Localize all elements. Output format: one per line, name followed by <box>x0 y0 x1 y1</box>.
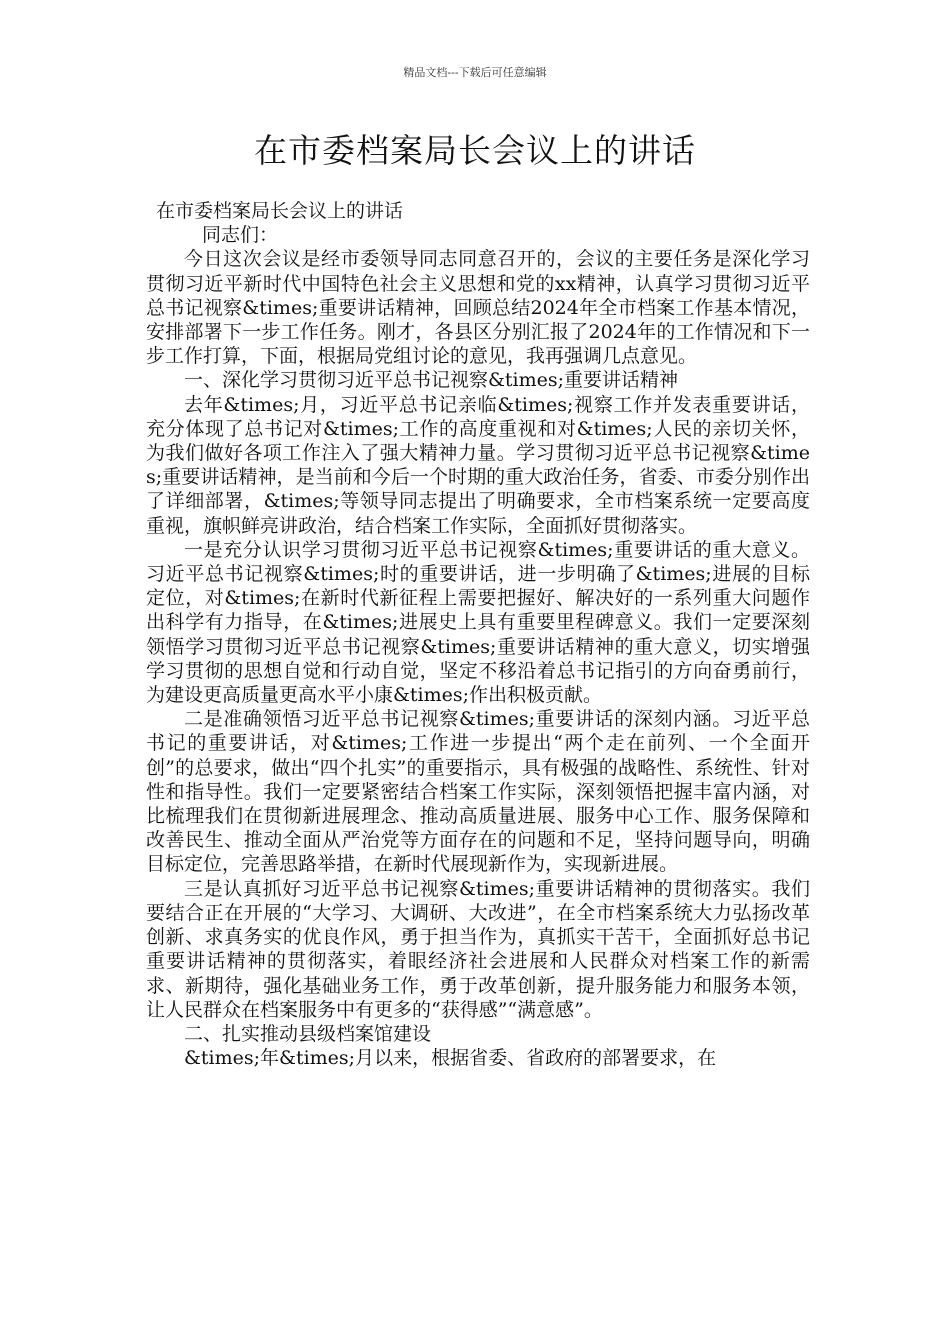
document-subtitle: 在市委档案局长会议上的讲话 <box>156 200 404 222</box>
document-title: 在市委档案局长会议上的讲话 <box>254 131 696 170</box>
section-heading-2: 二、扎实推动县级档案馆建设 <box>184 1022 432 1045</box>
paragraph-point-3: 三是认真抓好习近平总书记视察&times;重要讲话精神的贯彻落实。我们要结合正在开展的“大学习、大调研、大改进”，在全市档案系统大力弘扬改革创新、求真务实的优良作风，勇于担当作为，真抓实干苦干，全面抓好总书记重要讲话精神的贯彻落实，着眼经济社会进展和人民群众对档案工作的新需求、新期待，强化基础业务工作，勇于改革创新，提升服务能力和服务本领，让人民群众在档案服务中有更多的“获得感”“满意感”。 <box>146 877 810 1021</box>
paragraph-intro: 今日这次会议是经市委领导同志同意召开的，会议的主要任务是深化学习贯彻习近平新时代中国特色社会主义思想和党的xx精神，认真学习贯彻习近平总书记视察&times;重要讲话精神，回顾总结2024年全市档案工作基本情况，安排部署下一步工作任务。刚才，各县区分别汇报了2024年的工作情况和下一步工作打算，下面，根据局党组讨论的意见，我再强调几点意见。 <box>146 248 810 368</box>
paragraph-section-2-intro: &times;年&times;月以来，根据省委、省政府的部署要求，在 <box>184 1047 717 1070</box>
paragraph-point-2: 二是准确领悟习近平总书记视察&times;重要讲话的深刻内涵。习近平总书记的重要讲话，对&times;工作进一步提出“两个走在前列、一个全面开创”的总要求，做出“四个扎实”的重要指示，具有极强的战略性、系统性、针对性和指导性。我们一定要紧密结合档案工作实际，深刻领悟把握丰富内涵，对比梳理我们在贯彻新进展理念、推动高质量进展、服务中心工作、服务保障和改善民生、推动全面从严治党等方面存在的问题和不足，坚持问题导向，明确目标定位，完善思路举措，在新时代展现新作为，实现新进展。 <box>146 708 810 876</box>
section-heading-1: 一、深化学习贯彻习近平总书记视察&times;重要讲话精神 <box>184 369 679 392</box>
paragraph-point-1: 一是充分认识学习贯彻习近平总书记视察&times;重要讲话的重大意义。习近平总书记视察&times;时的重要讲话，进一步明确了&times;进展的目标定位，对&times;在新时代新征程上需要把握好、解决好的一系列重大问题作出科学有力指导，在&times;进展史上具有重要里程碑意义。我们一定要深刻领悟学习贯彻习近平总书记视察&times;重要讲话精神的重大意义，切实增强学习贯彻的思想自觉和行动自觉，坚定不移沿着总书记指引的方向奋勇前行，为建设更高质量更高水平小康&times;作出积极贡献。 <box>146 538 810 707</box>
page-header: 精品文档---下载后可任意编辑 <box>403 66 547 79</box>
document-body <box>146 199 810 1070</box>
paragraph-section-1-intro: 去年&times;月，习近平总书记亲临&times;视察工作并发表重要讲话，充分体现了总书记对&times;工作的高度重视和对&times;人民的亲切关怀，为我们做好各项工作注入了强大精神力量。学习贯彻习近平总书记视察&times;重要讲话精神，是当前和今后一个时期的重大政治任务，省委、市委分别作出了详细部署，&times;等领导同志提出了明确要求，全市档案系统一定要高度重视，旗帜鲜亮讲政治，结合档案工作实际，全面抓好贯彻落实。 <box>146 393 810 537</box>
salutation: 同志们： <box>202 224 279 247</box>
